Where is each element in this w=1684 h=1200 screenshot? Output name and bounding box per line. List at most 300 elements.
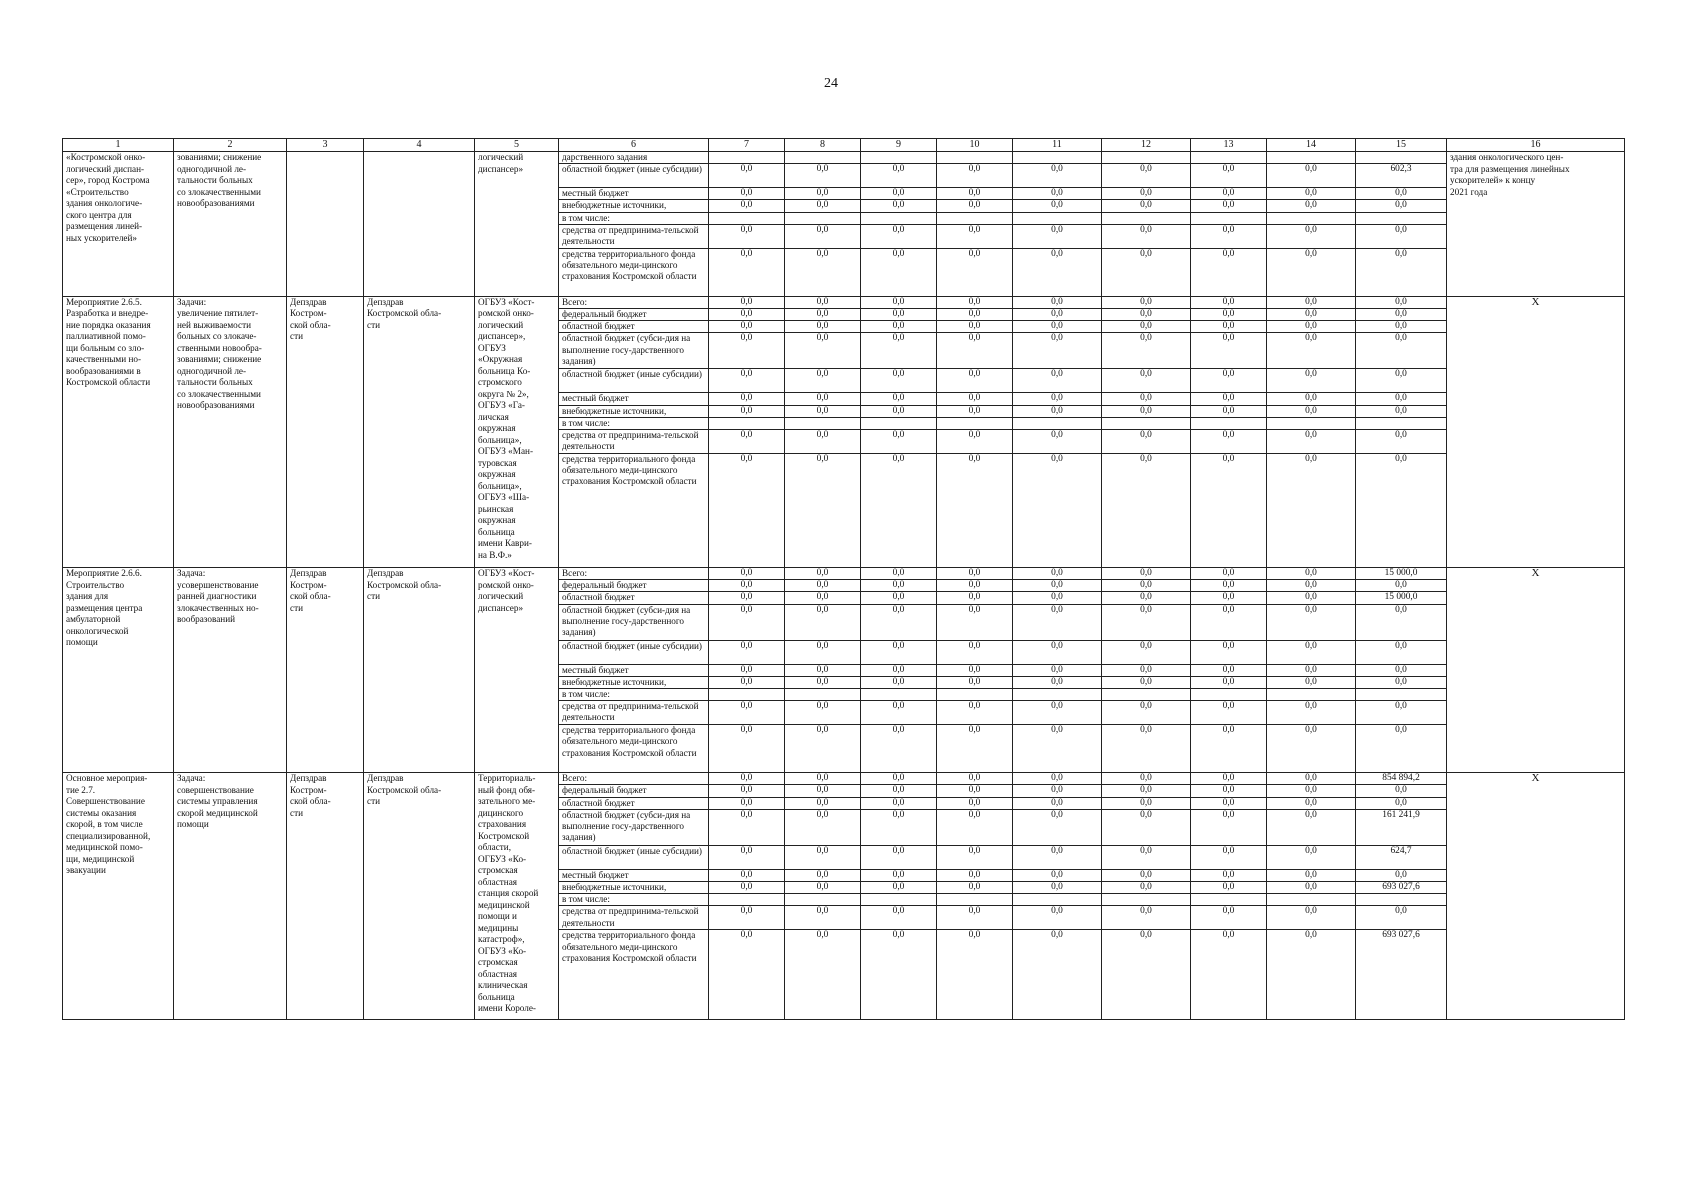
amount-cell: 0,0	[1356, 296, 1447, 308]
amount-cell: 0,0	[937, 333, 1013, 369]
amount-cell: 0,0	[1102, 725, 1191, 773]
amount-cell: 0,0	[861, 797, 937, 809]
amount-cell	[709, 417, 785, 429]
amount-cell: 0,0	[1102, 454, 1191, 568]
amount-cell: 0,0	[709, 309, 785, 321]
amount-cell: 0,0	[1356, 725, 1447, 773]
amount-cell: 0,0	[1013, 906, 1102, 930]
amount-cell: 0,0	[937, 640, 1013, 664]
amount-cell: 0,0	[861, 604, 937, 640]
amount-cell: 0,0	[1013, 393, 1102, 405]
amount-cell: 0,0	[1191, 592, 1267, 604]
amount-cell	[861, 152, 937, 164]
column-number: 2	[174, 139, 287, 152]
amount-cell: 0,0	[1013, 664, 1102, 676]
amount-cell: 0,0	[709, 568, 785, 580]
funding-table	[62, 138, 1625, 1020]
amount-cell: 0,0	[1013, 321, 1102, 333]
amount-cell: 0,0	[1267, 797, 1356, 809]
funding-source: местный бюджет	[559, 869, 709, 881]
amount-cell: 0,0	[1102, 296, 1191, 308]
amount-cell: 0,0	[785, 224, 861, 248]
amount-cell: 0,0	[785, 869, 861, 881]
amount-cell	[1267, 689, 1356, 701]
amount-cell: 0,0	[785, 797, 861, 809]
task-description: Задача: совершенствование системы управления скорой медицинской помощи	[174, 773, 287, 1020]
participants: ОГБУЗ «Кост- ромской онко- логический диспансер»	[475, 568, 559, 773]
column-number: 7	[709, 139, 785, 152]
amount-cell: 0,0	[785, 200, 861, 212]
amount-cell	[709, 152, 785, 164]
amount-cell: 0,0	[709, 785, 785, 797]
funding-source: внебюджетные источники,	[559, 405, 709, 417]
amount-cell: 0,0	[1102, 248, 1191, 296]
amount-cell: 0,0	[1267, 809, 1356, 845]
column-number: 4	[364, 139, 475, 152]
amount-cell: 0,0	[1191, 604, 1267, 640]
amount-cell: 693 027,6	[1356, 930, 1447, 1020]
amount-cell	[1356, 689, 1447, 701]
amount-cell	[937, 152, 1013, 164]
amount-cell	[1267, 417, 1356, 429]
responsible-executor	[364, 152, 475, 297]
amount-cell: 0,0	[1013, 701, 1102, 725]
amount-cell: 0,0	[861, 309, 937, 321]
amount-cell: 0,0	[1013, 296, 1102, 308]
amount-cell: 0,0	[1102, 773, 1191, 785]
amount-cell: 0,0	[861, 454, 937, 568]
amount-cell: 0,0	[937, 309, 1013, 321]
amount-cell: 0,0	[785, 309, 861, 321]
amount-cell: 0,0	[937, 454, 1013, 568]
amount-cell: 0,0	[1267, 592, 1356, 604]
amount-cell: 0,0	[1102, 430, 1191, 454]
funding-source: местный бюджет	[559, 393, 709, 405]
amount-cell: 0,0	[1267, 309, 1356, 321]
funding-source: областной бюджет (субси-дия на выполнение госу-дарственного задания)	[559, 809, 709, 845]
table-row	[63, 773, 1625, 785]
amount-cell: 0,0	[1013, 405, 1102, 417]
amount-cell: 0,0	[937, 188, 1013, 200]
amount-cell: 0,0	[1191, 405, 1267, 417]
amount-cell: 0,0	[1191, 393, 1267, 405]
amount-cell: 0,0	[1267, 405, 1356, 417]
amount-cell: 0,0	[1356, 580, 1447, 592]
amount-cell: 0,0	[1356, 785, 1447, 797]
funding-source: Всего:	[559, 296, 709, 308]
amount-cell: 0,0	[1013, 592, 1102, 604]
funding-source: федеральный бюджет	[559, 785, 709, 797]
amount-cell: 0,0	[1102, 405, 1191, 417]
column-number: 10	[937, 139, 1013, 152]
amount-cell: 0,0	[861, 393, 937, 405]
amount-cell: 0,0	[785, 604, 861, 640]
expected-result: Х	[1447, 296, 1625, 567]
amount-cell: 0,0	[1356, 321, 1447, 333]
funding-source: областной бюджет	[559, 797, 709, 809]
amount-cell: 0,0	[1356, 869, 1447, 881]
column-number-row	[63, 139, 1625, 152]
amount-cell	[709, 689, 785, 701]
amount-cell: 0,0	[1267, 430, 1356, 454]
amount-cell: 0,0	[1013, 882, 1102, 894]
amount-cell: 0,0	[1191, 640, 1267, 664]
funding-source: областной бюджет (субси-дия на выполнение госу-дарственного задания)	[559, 333, 709, 369]
amount-cell	[1102, 689, 1191, 701]
amount-cell: 0,0	[709, 369, 785, 393]
amount-cell: 0,0	[1356, 701, 1447, 725]
amount-cell: 0,0	[861, 224, 937, 248]
funding-source: дарственного задания	[559, 152, 709, 164]
amount-cell: 0,0	[785, 333, 861, 369]
column-number: 16	[1447, 139, 1625, 152]
amount-cell: 0,0	[785, 430, 861, 454]
expected-result: здания онкологического цен- тра для размещения линейных ускорителей» к концу 2021 года	[1447, 152, 1625, 297]
amount-cell: 0,0	[861, 333, 937, 369]
participants: Территориаль- ный фонд обя- зательного ме- дицинского страхования Костромской области, ОГБУЗ «Ко- стромская областная станция скорой медицинской помощи и медицины катастроф», ОГБУЗ «Ко- стромская областная клиническая больница имени Короле-	[475, 773, 559, 1020]
funding-source: средства территориального фонда обязательного меди-цинского страхования Костромской области	[559, 930, 709, 1020]
amount-cell: 0,0	[1356, 797, 1447, 809]
amount-cell: 0,0	[1356, 333, 1447, 369]
amount-cell	[861, 894, 937, 906]
amount-cell: 0,0	[1102, 164, 1191, 188]
amount-cell: 15 000,0	[1356, 592, 1447, 604]
amount-cell	[1267, 152, 1356, 164]
amount-cell: 0,0	[709, 430, 785, 454]
amount-cell: 0,0	[861, 188, 937, 200]
responsible-executor: Депздрав Костромской обла- сти	[364, 773, 475, 1020]
column-number: 12	[1102, 139, 1191, 152]
amount-cell: 161 241,9	[1356, 809, 1447, 845]
amount-cell	[1013, 152, 1102, 164]
amount-cell	[861, 417, 937, 429]
amount-cell: 0,0	[1191, 454, 1267, 568]
amount-cell: 0,0	[1013, 248, 1102, 296]
amount-cell: 0,0	[785, 568, 861, 580]
amount-cell: 0,0	[785, 164, 861, 188]
amount-cell: 0,0	[1191, 809, 1267, 845]
amount-cell: 0,0	[1191, 224, 1267, 248]
amount-cell: 0,0	[1013, 430, 1102, 454]
amount-cell	[1013, 417, 1102, 429]
amount-cell: 0,0	[937, 164, 1013, 188]
amount-cell: 0,0	[1267, 869, 1356, 881]
amount-cell: 0,0	[709, 640, 785, 664]
expected-result: Х	[1447, 568, 1625, 773]
amount-cell: 0,0	[937, 797, 1013, 809]
amount-cell: 0,0	[1356, 224, 1447, 248]
amount-cell	[709, 212, 785, 224]
amount-cell: 0,0	[1102, 309, 1191, 321]
amount-cell: 0,0	[709, 664, 785, 676]
amount-cell: 0,0	[709, 333, 785, 369]
amount-cell: 0,0	[1013, 797, 1102, 809]
amount-cell: 0,0	[1267, 664, 1356, 676]
amount-cell: 0,0	[1013, 930, 1102, 1020]
amount-cell: 0,0	[1013, 604, 1102, 640]
amount-cell: 0,0	[1102, 321, 1191, 333]
amount-cell	[785, 417, 861, 429]
funding-source: средства территориального фонда обязательного меди-цинского страхования Костромской области	[559, 454, 709, 568]
column-number: 8	[785, 139, 861, 152]
amount-cell: 0,0	[1356, 188, 1447, 200]
funding-source: местный бюджет	[559, 188, 709, 200]
amount-cell: 0,0	[937, 200, 1013, 212]
amount-cell: 0,0	[709, 224, 785, 248]
amount-cell: 0,0	[937, 568, 1013, 580]
page-number: 24	[824, 76, 838, 91]
funding-source: в том числе:	[559, 212, 709, 224]
amount-cell: 0,0	[937, 725, 1013, 773]
amount-cell	[785, 894, 861, 906]
amount-cell: 0,0	[785, 725, 861, 773]
amount-cell: 0,0	[937, 393, 1013, 405]
amount-cell: 0,0	[1013, 845, 1102, 869]
measure-name: Основное мероприя- тие 2.7. Совершенствование системы оказания скорой, в том числе специализированной, медицинской помо- щи, медицинской эвакуации	[63, 773, 174, 1020]
amount-cell: 0,0	[1267, 701, 1356, 725]
amount-cell: 0,0	[1191, 296, 1267, 308]
amount-cell: 0,0	[785, 188, 861, 200]
amount-cell: 0,0	[1102, 604, 1191, 640]
amount-cell: 0,0	[709, 701, 785, 725]
amount-cell: 0,0	[861, 809, 937, 845]
amount-cell: 0,0	[1356, 430, 1447, 454]
funding-source: областной бюджет (субси-дия на выполнение госу-дарственного задания)	[559, 604, 709, 640]
amount-cell: 0,0	[937, 809, 1013, 845]
amount-cell: 0,0	[1102, 393, 1191, 405]
amount-cell	[785, 212, 861, 224]
amount-cell: 0,0	[861, 296, 937, 308]
amount-cell: 0,0	[1102, 224, 1191, 248]
amount-cell: 0,0	[861, 200, 937, 212]
amount-cell	[1191, 894, 1267, 906]
amount-cell: 0,0	[1102, 701, 1191, 725]
amount-cell: 0,0	[861, 580, 937, 592]
amount-cell: 0,0	[709, 797, 785, 809]
amount-cell: 0,0	[1191, 430, 1267, 454]
amount-cell: 0,0	[785, 369, 861, 393]
funding-source: Всего:	[559, 773, 709, 785]
task-description: Задачи: увеличение пятилет- ней выживаемости больных со злокаче- ственными новообра- зованиями; снижение одногодичной ле- тальности больных со злокачественными новообразованиями	[174, 296, 287, 567]
amount-cell: 602,3	[1356, 164, 1447, 188]
amount-cell: 15 000,0	[1356, 568, 1447, 580]
amount-cell: 0,0	[1191, 248, 1267, 296]
amount-cell: 0,0	[861, 164, 937, 188]
amount-cell: 0,0	[1102, 906, 1191, 930]
amount-cell: 0,0	[937, 580, 1013, 592]
amount-cell: 0,0	[1191, 930, 1267, 1020]
amount-cell: 0,0	[1191, 882, 1267, 894]
amount-cell: 0,0	[1013, 869, 1102, 881]
amount-cell: 0,0	[937, 296, 1013, 308]
column-number: 14	[1267, 139, 1356, 152]
funding-source: средства территориального фонда обязательного меди-цинского страхования Костромской области	[559, 725, 709, 773]
amount-cell: 0,0	[1013, 773, 1102, 785]
column-number: 11	[1013, 139, 1102, 152]
amount-cell: 0,0	[1267, 882, 1356, 894]
amount-cell: 0,0	[1102, 664, 1191, 676]
amount-cell: 0,0	[937, 664, 1013, 676]
amount-cell: 0,0	[785, 906, 861, 930]
amount-cell: 0,0	[861, 664, 937, 676]
table-row	[63, 152, 1625, 164]
amount-cell: 0,0	[861, 369, 937, 393]
amount-cell: 0,0	[1013, 640, 1102, 664]
amount-cell: 0,0	[937, 592, 1013, 604]
amount-cell	[1102, 212, 1191, 224]
funding-source: областной бюджет	[559, 592, 709, 604]
column-number: 15	[1356, 139, 1447, 152]
amount-cell: 0,0	[709, 454, 785, 568]
amount-cell: 0,0	[861, 869, 937, 881]
amount-cell	[1191, 212, 1267, 224]
amount-cell: 0,0	[861, 640, 937, 664]
amount-cell: 0,0	[709, 580, 785, 592]
funding-source: внебюджетные источники,	[559, 882, 709, 894]
amount-cell: 0,0	[1267, 164, 1356, 188]
funding-source: федеральный бюджет	[559, 580, 709, 592]
funding-source: в том числе:	[559, 417, 709, 429]
amount-cell: 0,0	[1102, 369, 1191, 393]
amount-cell: 0,0	[785, 592, 861, 604]
amount-cell: 0,0	[1191, 797, 1267, 809]
amount-cell: 0,0	[1267, 725, 1356, 773]
amount-cell: 0,0	[1191, 773, 1267, 785]
amount-cell: 0,0	[785, 640, 861, 664]
amount-cell: 0,0	[1356, 393, 1447, 405]
amount-cell: 0,0	[861, 906, 937, 930]
amount-cell: 0,0	[785, 785, 861, 797]
amount-cell: 0,0	[937, 845, 1013, 869]
amount-cell: 624,7	[1356, 845, 1447, 869]
amount-cell: 0,0	[1102, 869, 1191, 881]
amount-cell: 0,0	[709, 604, 785, 640]
amount-cell: 0,0	[1102, 188, 1191, 200]
amount-cell: 0,0	[1013, 200, 1102, 212]
coordinator	[287, 152, 364, 297]
amount-cell: 0,0	[785, 454, 861, 568]
amount-cell	[1356, 417, 1447, 429]
amount-cell: 0,0	[1013, 580, 1102, 592]
amount-cell: 0,0	[785, 882, 861, 894]
amount-cell: 0,0	[1013, 676, 1102, 688]
amount-cell: 0,0	[861, 725, 937, 773]
amount-cell: 0,0	[861, 592, 937, 604]
amount-cell: 0,0	[937, 869, 1013, 881]
funding-source: в том числе:	[559, 894, 709, 906]
amount-cell: 0,0	[1267, 930, 1356, 1020]
amount-cell: 0,0	[709, 393, 785, 405]
amount-cell	[785, 152, 861, 164]
amount-cell: 0,0	[1191, 568, 1267, 580]
amount-cell: 0,0	[709, 248, 785, 296]
amount-cell: 0,0	[1191, 333, 1267, 369]
amount-cell: 0,0	[1102, 568, 1191, 580]
amount-cell: 0,0	[709, 164, 785, 188]
amount-cell: 0,0	[1191, 785, 1267, 797]
amount-cell: 0,0	[785, 580, 861, 592]
amount-cell	[937, 212, 1013, 224]
amount-cell: 0,0	[1013, 309, 1102, 321]
amount-cell: 0,0	[861, 405, 937, 417]
funding-source: Всего:	[559, 568, 709, 580]
amount-cell: 0,0	[1356, 906, 1447, 930]
amount-cell: 0,0	[785, 321, 861, 333]
amount-cell: 0,0	[861, 845, 937, 869]
coordinator: Депздрав Костром- ской обла- сти	[287, 773, 364, 1020]
amount-cell: 0,0	[1013, 224, 1102, 248]
amount-cell: 0,0	[785, 701, 861, 725]
amount-cell: 0,0	[1267, 248, 1356, 296]
amount-cell: 0,0	[1356, 309, 1447, 321]
amount-cell: 0,0	[1267, 773, 1356, 785]
amount-cell: 0,0	[861, 882, 937, 894]
amount-cell: 0,0	[785, 664, 861, 676]
amount-cell	[861, 689, 937, 701]
amount-cell: 0,0	[1102, 676, 1191, 688]
amount-cell: 0,0	[1267, 188, 1356, 200]
amount-cell: 0,0	[1191, 580, 1267, 592]
measure-name: «Костромской онко- логический диспан- сер», город Кострома «Строительство здания онкологиче- ского центра для размещения линей- ных ускорителей»	[63, 152, 174, 297]
amount-cell: 0,0	[1102, 640, 1191, 664]
amount-cell: 0,0	[1356, 369, 1447, 393]
funding-source: областной бюджет (иные субсидии)	[559, 164, 709, 188]
amount-cell: 0,0	[1102, 592, 1191, 604]
amount-cell: 0,0	[1102, 809, 1191, 845]
amount-cell	[1191, 417, 1267, 429]
amount-cell: 0,0	[785, 845, 861, 869]
amount-cell: 0,0	[1191, 906, 1267, 930]
amount-cell: 0,0	[709, 725, 785, 773]
amount-cell	[1013, 689, 1102, 701]
amount-cell: 0,0	[1356, 200, 1447, 212]
amount-cell: 0,0	[785, 405, 861, 417]
amount-cell: 0,0	[785, 773, 861, 785]
funding-source: областной бюджет (иные субсидии)	[559, 369, 709, 393]
funding-source: внебюджетные источники,	[559, 676, 709, 688]
task-description: зованиями; снижение одногодичной ле- тальности больных со злокачественными новообразованиями	[174, 152, 287, 297]
amount-cell: 0,0	[937, 405, 1013, 417]
amount-cell: 0,0	[709, 930, 785, 1020]
amount-cell: 0,0	[709, 405, 785, 417]
amount-cell: 0,0	[937, 248, 1013, 296]
amount-cell: 0,0	[861, 248, 937, 296]
column-number: 13	[1191, 139, 1267, 152]
coordinator: Депздрав Костром- ской обла- сти	[287, 568, 364, 773]
amount-cell: 0,0	[861, 568, 937, 580]
participants: ОГБУЗ «Кост- ромской онко- логический диспансер», ОГБУЗ «Окружная больница Ко- стромского округа № 2», ОГБУЗ «Га- личская окружная больница», ОГБУЗ «Ман- туровская окружная больница», ОГБУЗ «Ша- рьинская окружная больница имени Каври- на В.Ф.»	[475, 296, 559, 567]
amount-cell: 0,0	[1267, 906, 1356, 930]
amount-cell: 0,0	[1191, 200, 1267, 212]
amount-cell: 0,0	[1191, 725, 1267, 773]
expected-result: Х	[1447, 773, 1625, 1020]
amount-cell: 0,0	[937, 785, 1013, 797]
amount-cell: 0,0	[1191, 845, 1267, 869]
amount-cell: 0,0	[709, 773, 785, 785]
amount-cell: 0,0	[709, 906, 785, 930]
amount-cell: 0,0	[709, 882, 785, 894]
amount-cell: 0,0	[1191, 664, 1267, 676]
amount-cell: 0,0	[709, 845, 785, 869]
amount-cell: 0,0	[1191, 701, 1267, 725]
amount-cell	[1356, 212, 1447, 224]
amount-cell: 0,0	[1267, 604, 1356, 640]
amount-cell: 0,0	[1102, 845, 1191, 869]
amount-cell: 0,0	[937, 224, 1013, 248]
amount-cell	[1013, 894, 1102, 906]
amount-cell: 0,0	[1356, 640, 1447, 664]
amount-cell: 0,0	[1013, 725, 1102, 773]
